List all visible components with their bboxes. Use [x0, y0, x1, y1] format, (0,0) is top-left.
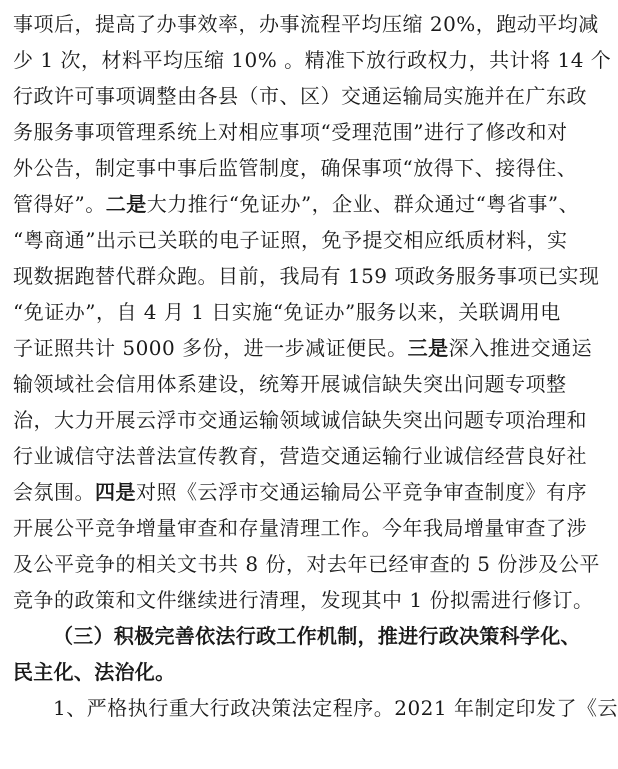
- body-line-3: 行政许可事项调整由各县（市、区）交通运输局实施并在广东政: [13, 84, 587, 108]
- body-line-12: 治，大力开展云浮市交通运输领域诚信缺失突出问题专项治理和: [13, 408, 587, 432]
- body-line-10: [13, 330, 593, 366]
- emphasis-run: 三是: [407, 336, 449, 360]
- body-line-13: 行业诚信守法普法宣传教育，营造交通运输行业诚信经营良好社: [13, 444, 587, 468]
- text-run: 会氛围。: [13, 480, 95, 504]
- body-line-5: 外公告，制定事中事后监管制度，确保事项“放得下、接得住、: [13, 156, 578, 180]
- body-line-1: 事项后，提高了办事效率，办事流程平均压缩 20%，跑动平均减: [13, 12, 599, 36]
- body-line-14: [13, 474, 587, 510]
- section-heading: （三）积极完善依法行政工作机制，推进行政决策科学化、: [53, 624, 581, 648]
- section-heading-continued: 民主化、法治化。: [13, 660, 176, 684]
- text-run: 对照《云浮市交通运输局公平竞争审查制度》有序: [136, 480, 587, 504]
- body-line-15: 开展公平竞争增量审查和存量清理工作。今年我局增量审查了涉: [13, 516, 587, 540]
- body-line-7: “粤商通”出示已关联的电子证照，免予提交相应纸质材料，实: [13, 228, 568, 252]
- text-run: 大力推行“免证办”，企业、群众通过“粤省事”、: [146, 192, 580, 216]
- body-line-17: 竞争的政策和文件继续进行清理，发现其中 1 份拟需进行修订。: [13, 588, 594, 612]
- body-line-8: 现数据跑替代群众跑。目前，我局有 159 项政务服务事项已实现: [13, 264, 600, 288]
- text-run: 子证照共计 5000 多份，进一步减证便民。: [13, 336, 408, 360]
- body-line-4: 务服务事项管理系统上对相应事项“受理范围”进行了修改和对: [13, 120, 568, 144]
- emphasis-run: 四是: [95, 480, 136, 504]
- body-line-9: “免证办”，自 4 月 1 日实施“免证办”服务以来，关联调用电: [13, 300, 561, 324]
- subsection-line: 1、严格执行重大行政决策法定程序。2021 年制定印发了《云: [53, 696, 618, 720]
- body-line-6: [13, 186, 580, 222]
- text-run: 管得好”。: [13, 192, 106, 216]
- body-line-2: 少 1 次，材料平均压缩 10% 。精准下放行政权力，共计将 14 个: [13, 48, 612, 72]
- text-run: 深入推进交通运: [448, 336, 593, 360]
- body-line-16: 及公平竞争的相关文书共 8 份，对去年已经审查的 5 份涉及公平: [13, 552, 600, 576]
- body-line-11: 输领域社会信用体系建设，统筹开展诚信缺失突出问题专项整: [13, 372, 567, 396]
- emphasis-run: 二是: [105, 192, 147, 216]
